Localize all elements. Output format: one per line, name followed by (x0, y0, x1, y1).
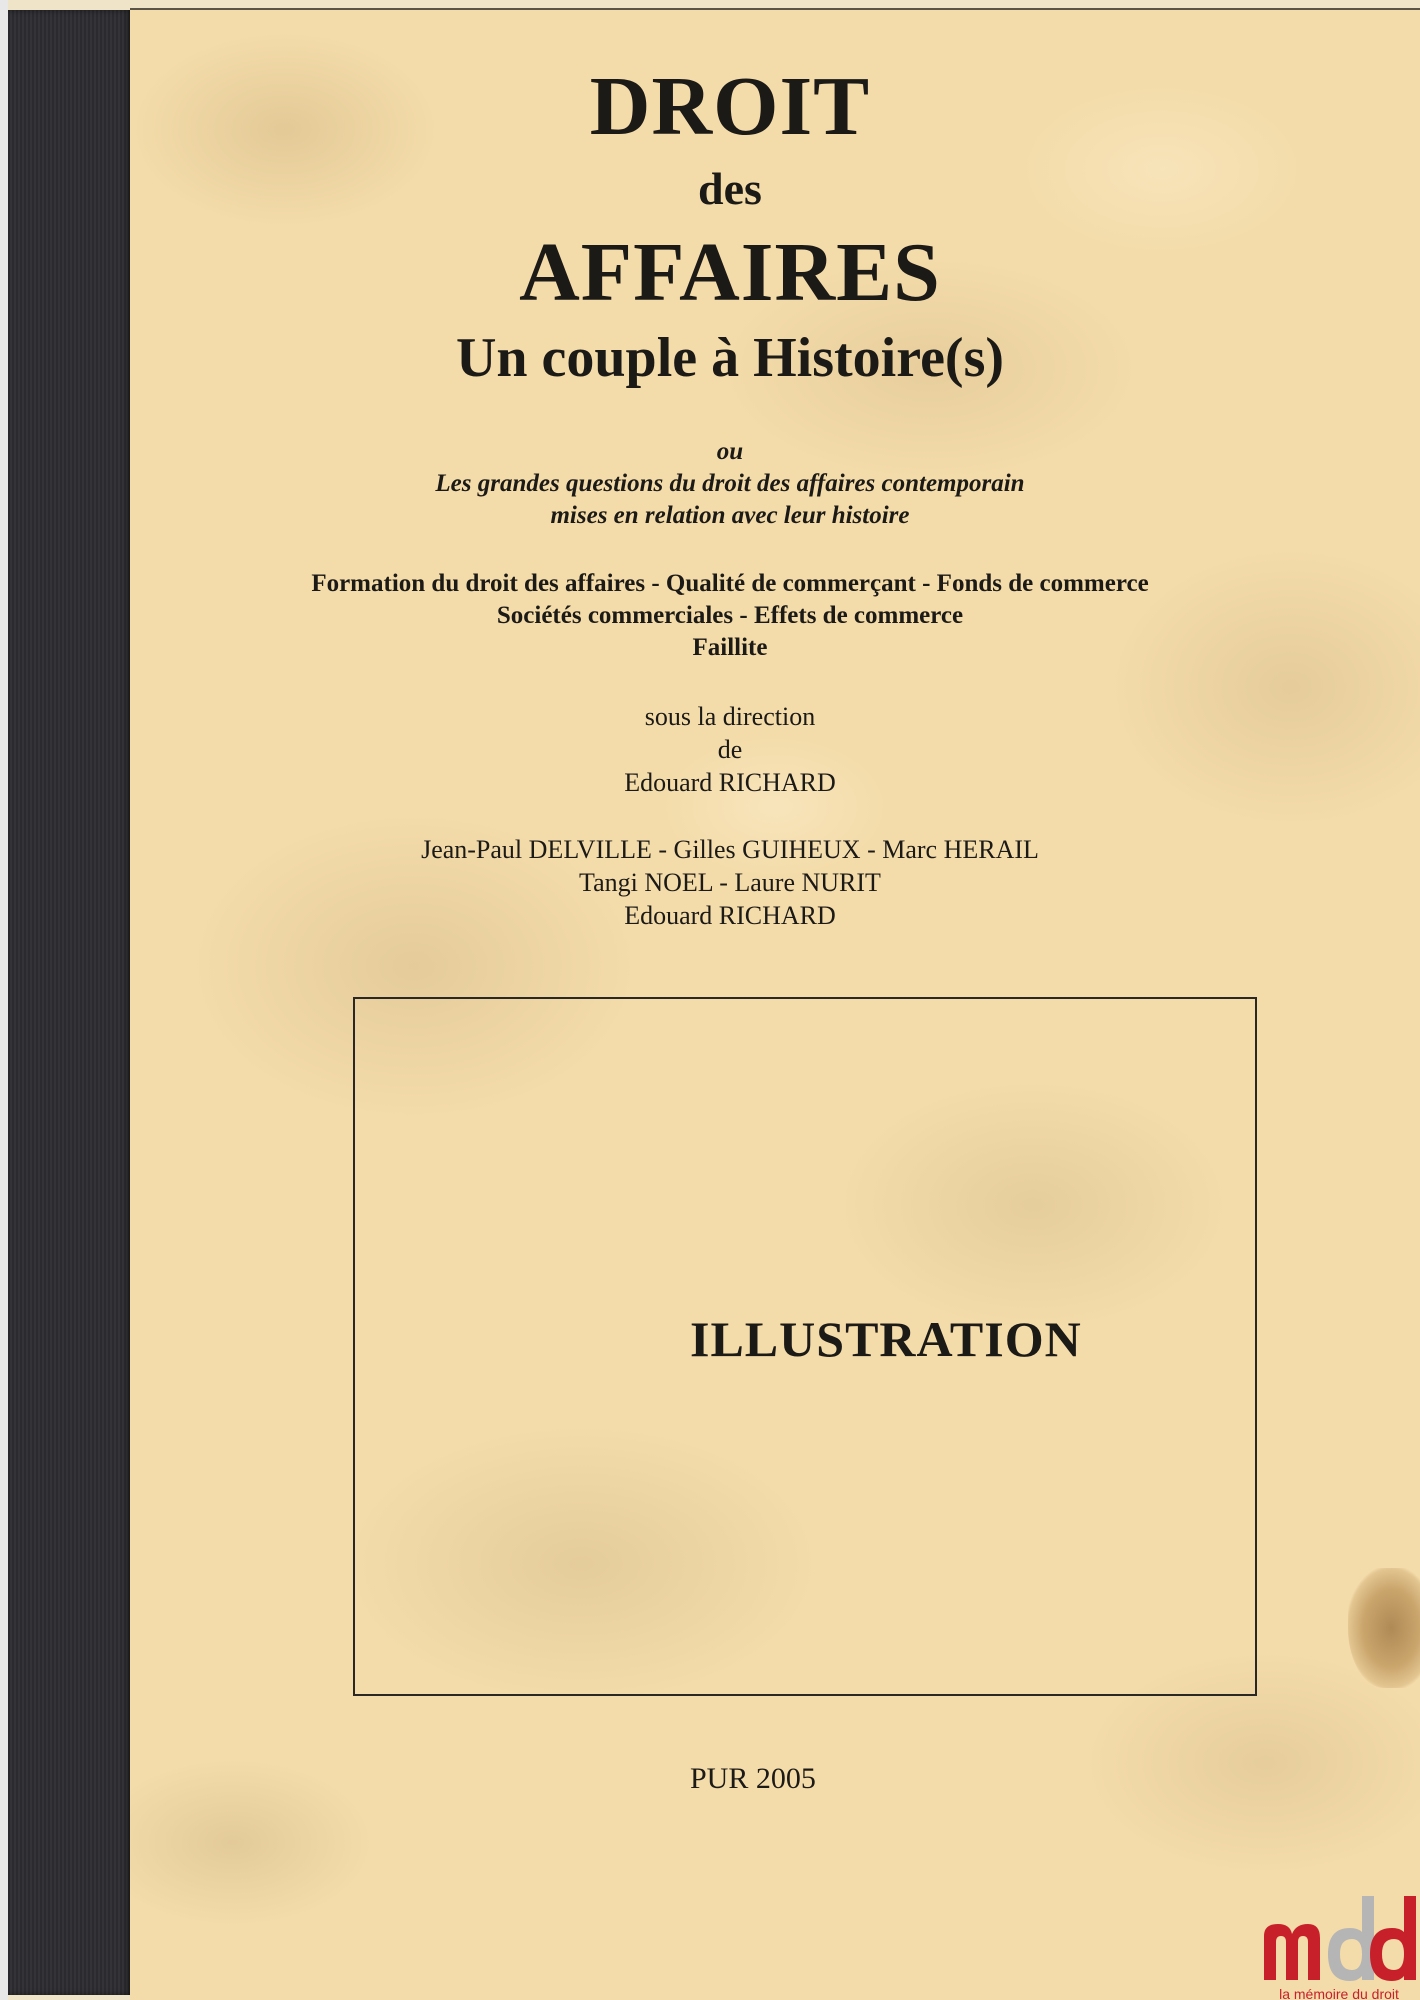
topics-line-1: Formation du droit des affaires - Qualité de commerçant - Fonds de commerce (311, 570, 1149, 597)
subtitle: Un couple à Histoire(s) (455, 327, 1005, 389)
topics-line-2: Sociétés commerciales - Effets de commerce (496, 602, 964, 629)
topics-line-3: Faillite (692, 634, 768, 661)
authors-block (30, 833, 1420, 932)
topics (30, 568, 1420, 664)
direction-line-2: de (717, 735, 743, 764)
direction-line-1: sous la direction (644, 702, 816, 731)
direction-block (30, 700, 1420, 799)
alt-line-2: mises en relation avec leur histoire (550, 502, 910, 529)
alt-line-1: Les grandes questions du droit des affaires contemporain (435, 470, 1025, 497)
authors-line-3: Edouard RICHARD (624, 901, 836, 930)
mdd-logo (1258, 1888, 1420, 2000)
authors-line-2: Tangi NOEL - Laure NURIT (579, 868, 881, 897)
alt-intro: ou (716, 438, 744, 465)
alternate-title (30, 436, 1420, 532)
mdd-logo-icon (1258, 1888, 1420, 1986)
title-line-des: des (698, 163, 762, 214)
paper-stain (1348, 1568, 1420, 1688)
mdd-tagline: la mémoire du droit (1279, 1986, 1399, 2000)
title-line-affaires: AFFAIRES (519, 226, 941, 319)
director-name: Edouard RICHARD (624, 768, 836, 797)
publisher-year: PUR 2005 (690, 1762, 816, 1795)
scan-edge (0, 0, 8, 2000)
title-line-droit: DROIT (589, 60, 871, 153)
illustration-label: ILLUSTRATION (690, 1311, 1082, 1367)
authors-line-1: Jean-Paul DELVILLE - Gilles GUIHEUX - Marc HERAIL (421, 835, 1039, 864)
